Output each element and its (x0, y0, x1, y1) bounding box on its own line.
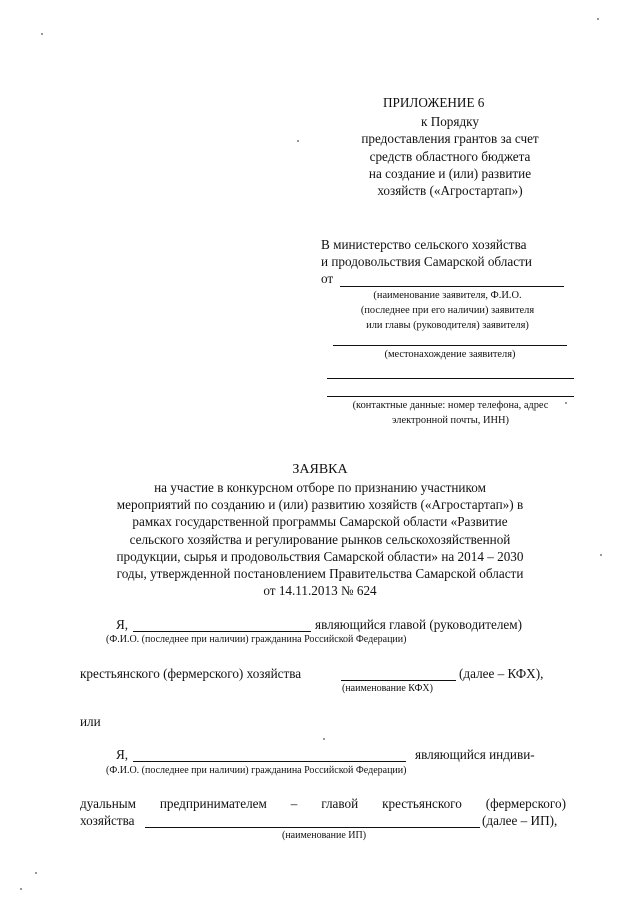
head-i-label: Я, (116, 617, 129, 632)
ip-suffix: (далее – ИП), (482, 813, 558, 828)
applicant-caption: или главы (руководителя) заявителя) (366, 320, 529, 331)
location-caption: (местонахождение заявителя) (384, 349, 516, 360)
contacts-caption: электронной почты, ИНН) (392, 415, 509, 426)
ip-word: главой (321, 796, 359, 811)
fio-caption: (Ф.И.О. (последнее при наличии) гражданина Российской Федерации) (106, 765, 407, 776)
ip-word: – (290, 796, 298, 811)
scan-speck (41, 33, 43, 35)
scan-speck (20, 888, 22, 890)
ip-justified-line (80, 796, 566, 812)
ip-label: хозяйства (80, 813, 135, 828)
application-line: на участие в конкурсном отборе по признанию участником (154, 480, 486, 495)
contacts-field-line-1[interactable] (327, 378, 574, 379)
addressee-line: В министерство сельского хозяйства (321, 237, 527, 252)
scan-speck (323, 738, 325, 740)
ip-caption: (наименование ИП) (282, 830, 367, 841)
kfh-suffix: (далее – КФХ), (459, 666, 544, 681)
appendix-line: предоставления грантов за счет (361, 131, 539, 146)
addressee-line: и продовольствия Самарской области (321, 254, 532, 269)
appendix-line: на создание и (или) развитие (368, 166, 532, 181)
ip-word: дуальным (80, 796, 136, 811)
scan-speck (600, 554, 602, 556)
application-line: сельского хозяйства и регулирование рынков сельскохозяйственной (129, 532, 511, 547)
scan-speck (597, 18, 599, 20)
scan-speck (565, 402, 567, 404)
ip-word: (фермерского) (485, 796, 566, 811)
appendix-title: ПРИЛОЖЕНИЕ 6 (383, 95, 485, 110)
appendix-line: к Порядку (420, 114, 479, 129)
application-line: годы, утвержденной постановлением Правительства Самарской области (116, 566, 524, 581)
head-i-label: Я, (116, 747, 129, 762)
scan-speck (35, 872, 37, 874)
fio-field[interactable] (133, 631, 311, 632)
appendix-line: средств областного бюджета (369, 149, 531, 164)
ip-word: крестьянского (382, 796, 462, 811)
kfh-caption: (наименование КФХ) (342, 683, 433, 694)
fio-caption: (Ф.И.О. (последнее при наличии) гражданина Российской Федерации) (106, 634, 407, 645)
ip-name-field[interactable] (145, 827, 480, 828)
head-text: являющийся главой (руководителем) (315, 617, 522, 632)
applicant-caption: (последнее при его наличии) заявителя (360, 305, 535, 316)
application-line: рамках государственной программы Самарской области «Развитие (132, 514, 508, 529)
contacts-field-line-2[interactable] (327, 396, 574, 397)
applicant-name-field[interactable] (340, 286, 564, 287)
application-line: мероприятий по созданию и (или) развитию хозяйств («Агростартап») в (116, 497, 524, 512)
kfh-name-field[interactable] (341, 680, 456, 681)
ip-word: предпринимателем (159, 796, 267, 811)
applicant-caption: (наименование заявителя, Ф.И.О. (373, 290, 522, 301)
application-line: продукции, сырья и продовольствия Самарской области» на 2014 – 2030 (116, 549, 524, 564)
kfh-label: крестьянского (фермерского) хозяйства (80, 666, 302, 681)
appendix-line: хозяйств («Агростартап») (377, 183, 523, 198)
location-field[interactable] (333, 345, 567, 346)
application-line: от 14.11.2013 № 624 (263, 583, 377, 598)
scan-speck (297, 140, 299, 142)
or-label: или (80, 714, 101, 729)
application-title: ЗАЯВКА (292, 462, 348, 477)
contacts-caption: (контактные данные: номер телефона, адрес (352, 400, 549, 411)
from-label: от (321, 271, 334, 286)
head-text: являющийся индиви- (415, 747, 535, 762)
fio-field[interactable] (133, 761, 406, 762)
